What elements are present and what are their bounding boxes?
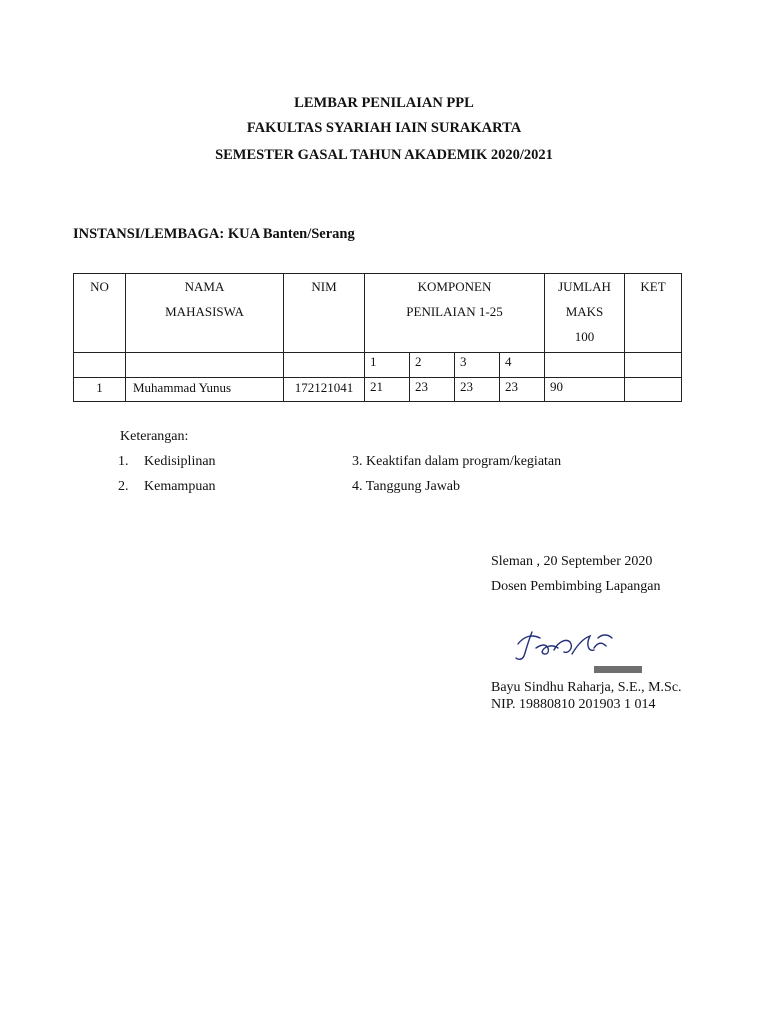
header-ket	[625, 274, 682, 353]
header-komponen-line2: PENILAIAN 1-25	[406, 304, 503, 319]
header-komponen-line1: KOMPONEN	[417, 279, 492, 294]
header-nim	[284, 274, 365, 353]
row-score-1: 21	[365, 378, 410, 402]
empty-cell	[74, 353, 126, 378]
table-row	[74, 378, 682, 402]
empty-cell	[545, 353, 625, 378]
row-score-3: 23	[455, 378, 500, 402]
header-jumlah-line1: JUMLAH	[558, 279, 611, 294]
row-jumlah: 90	[545, 378, 625, 402]
component-number-2: 2	[410, 353, 455, 378]
header-no	[74, 274, 126, 353]
signer-nip: NIP. 19880810 201903 1 014	[491, 697, 656, 712]
document-title-line-3: SEMESTER GASAL TAHUN AKADEMIK 2020/2021	[215, 147, 553, 163]
header-ket-label: KET	[640, 279, 666, 294]
signer-role: Dosen Pembimbing Lapangan	[491, 579, 661, 594]
keterangan-title: Keterangan:	[120, 429, 189, 444]
empty-cell	[625, 353, 682, 378]
keterangan-item-4: 4. Tanggung Jawab	[352, 479, 461, 494]
component-number-1: 1	[365, 353, 410, 378]
header-nama	[126, 274, 284, 353]
header-komponen	[365, 274, 545, 353]
row-ket	[625, 378, 682, 402]
row-nim: 172121041	[284, 378, 365, 402]
header-jumlah	[545, 274, 625, 353]
header-no-label: NO	[90, 279, 109, 294]
handwritten-signature	[488, 614, 646, 678]
document-title-line-1: LEMBAR PENILAIAN PPL	[294, 95, 474, 111]
table-subheader-row	[74, 353, 682, 378]
document-title-line-2: FAKULTAS SYARIAH IAIN SURAKARTA	[246, 120, 522, 136]
keterangan-item-2-text: Kemampuan	[144, 479, 216, 494]
keterangan-item-1-number: 1.	[118, 454, 129, 469]
row-no: 1	[74, 378, 126, 402]
header-nim-label: NIM	[311, 279, 337, 294]
assessment-table	[73, 273, 682, 402]
empty-cell	[126, 353, 284, 378]
row-nama: Muhammad Yunus	[126, 378, 284, 402]
component-number-4: 4	[500, 353, 545, 378]
header-nama-line1: NAMA	[184, 279, 225, 294]
place-date: Sleman , 20 September 2020	[491, 554, 653, 569]
keterangan-item-3: 3. Keaktifan dalam program/kegiatan	[352, 454, 562, 469]
empty-cell	[284, 353, 365, 378]
instansi-label: INSTANSI/LEMBAGA: KUA Banten/Serang	[73, 226, 355, 242]
row-score-4: 23	[500, 378, 545, 402]
signer-name: Bayu Sindhu Raharja, S.E., M.Sc.	[491, 680, 682, 695]
header-jumlah-line2: MAKS	[565, 304, 604, 319]
keterangan-item-2-number: 2.	[118, 479, 129, 494]
table-header-row	[74, 274, 682, 353]
row-score-2: 23	[410, 378, 455, 402]
header-nama-line2: MAHASISWA	[165, 304, 244, 319]
keterangan-item-1-text: Kedisiplinan	[144, 454, 216, 469]
header-jumlah-line3: 100	[574, 329, 595, 344]
component-number-3: 3	[455, 353, 500, 378]
